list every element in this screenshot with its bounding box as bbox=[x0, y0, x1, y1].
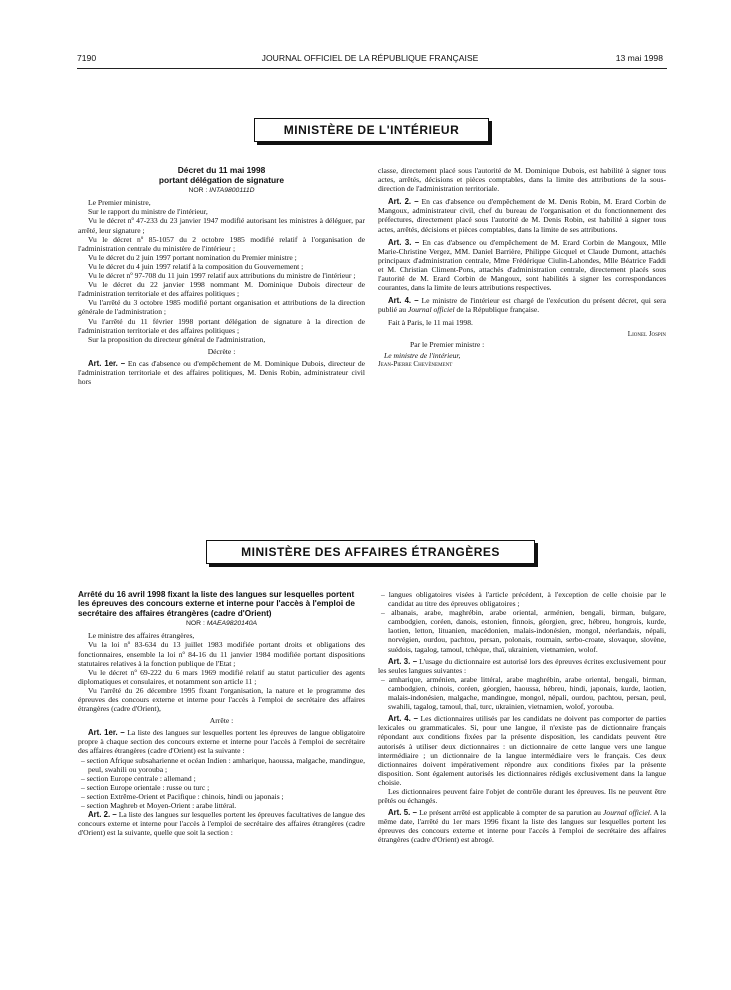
journal-officiel-ref: Journal officiel bbox=[407, 305, 455, 315]
decrete-label: Décrète : bbox=[207, 346, 236, 356]
nor-reference bbox=[78, 186, 365, 195]
ministry-box-interior bbox=[254, 118, 489, 142]
nor-code: MAEA9820140A bbox=[206, 620, 258, 628]
decree-subtitle: portant délégation de signature bbox=[158, 174, 285, 185]
paragraph: Vu la loi nº 83-634 du 13 juillet 1983 modifiée portant droits et obligations des fonctionnaires, ensemble la loi nº 84-16 du 11 janvier 1984 modifiée portant dispositions statutaires relatives à la fonction publique de l'Etat ; bbox=[78, 640, 365, 668]
paragraph: Sur la proposition du directeur général de l'administration, bbox=[88, 334, 266, 344]
arrete-label: Arrête : bbox=[209, 716, 234, 726]
article-label: Art. 4. – bbox=[388, 714, 418, 724]
article-text: Le présent arrêté est applicable à compter de sa parution au bbox=[419, 808, 601, 818]
list-item: – section Europe orientale : russe ou turc ; bbox=[81, 782, 210, 792]
paragraph: Vu le décret nº 85-1057 du 2 octobre 1985 modifié relatif à l'organisation de l'administration centrale du ministère de l'intérieur ; bbox=[78, 234, 365, 253]
list-item: – section Extrême-Orient et Pacifique : chinois, hindi ou japonais ; bbox=[81, 791, 284, 801]
decree-left-column bbox=[78, 166, 365, 386]
ministry-title: MINISTÈRE DE L'INTÉRIEUR bbox=[283, 123, 460, 137]
article-text: En cas d'absence ou d'empêchement de M. Erard Corbin de Mangoux, Mlle Marie-Christine Vergez, MM. Daniel Barrière, Philippe Gicquel et Claude Dumont, attachés principaux d'administration centrale, Mme Frédérique Ciulin-Lahondes, Mlle Béatrice Faddi et M. Christian Climent-Pons, attachés d'administration centrale, directement placés sous l'autorité de M. Erard Corbin de Mangoux, sont habilités à signer les correspondances courantes, dans la limite de leurs attributions respectives. bbox=[378, 237, 666, 293]
article-label: Art. 2. – bbox=[388, 197, 419, 207]
nor-label: NOR : bbox=[188, 187, 208, 195]
article-2 bbox=[378, 197, 666, 233]
article-label: Art. 1er. – bbox=[88, 728, 125, 738]
paragraph: Sur le rapport du ministre de l'intérieur, bbox=[88, 207, 208, 217]
nor-reference bbox=[78, 619, 365, 628]
paragraph: classe, directement placé sous l'autorité de M. Dominique Dubois, est habilité à signer tous actes, arrêtés, décisions et pièces comptables, dans la limite des attributions de la sous-direction de l'administration territoriale. bbox=[378, 166, 666, 194]
header-rule bbox=[77, 68, 667, 69]
paragraph: Vu le décret du 2 juin 1997 portant nomination du Premier ministre ; bbox=[88, 252, 297, 262]
ministry-box-foreign-affairs bbox=[206, 540, 535, 564]
article-2 bbox=[78, 810, 365, 837]
article-text: . A la même date, l'arrêté du 1er mars 1996 fixant la liste des langues sur lesquelles portent les épreuves des concours externe et interne pour l'accès à l'emploi de secrétaire des affaires étrangères (cadre d'Orient) est abrogé. bbox=[378, 808, 667, 845]
le-ministre-label: Le ministre de l'intérieur, bbox=[384, 350, 461, 360]
article-5 bbox=[378, 808, 666, 844]
paragraph: Le Premier ministre, bbox=[88, 198, 151, 208]
journal-title: JOURNAL OFFICIEL DE LA RÉPUBLIQUE FRANÇAISE bbox=[261, 53, 479, 63]
issue-date: 13 mai 1998 bbox=[615, 53, 663, 63]
page-number: 7190 bbox=[77, 53, 97, 63]
journal-officiel-ref: Journal officiel bbox=[603, 808, 650, 818]
article-label: Art. 5. – bbox=[388, 808, 417, 818]
decree-title: Décret du 11 mai 1998 bbox=[177, 165, 266, 175]
running-header bbox=[77, 53, 663, 67]
article-3 bbox=[378, 238, 666, 293]
par-le-premier-ministre: Par le Premier ministre : bbox=[410, 339, 485, 349]
paragraph: Vu l'arrêté du 11 février 1998 portant délégation de signature à la direction de l'administration territoriale et des affaires politiques ; bbox=[78, 316, 365, 335]
decree-right-column bbox=[378, 166, 666, 369]
nor-code: INTA9800111D bbox=[209, 187, 255, 195]
article-text: En cas d'absence ou d'empêchement de M. Dominique Dubois, directeur de l'administration territoriale et des affaires politiques, M. Denis Robin, administrateur civil hors bbox=[78, 358, 365, 387]
paragraph: Vu le décret nº 47-233 du 23 janvier 1947 modifié autorisant les ministres à déléguer, par arrêté, leur signature ; bbox=[78, 216, 365, 235]
article-label: Art. 3. – bbox=[388, 237, 420, 247]
paragraph: Vu l'arrêté du 3 octobre 1985 modifié portant organisation et attributions de la direction générale de l'administration ; bbox=[78, 298, 365, 317]
article-1 bbox=[78, 728, 365, 755]
paragraph: Vu le décret du 4 juin 1997 relatif à la composition du Gouvernement ; bbox=[88, 261, 304, 271]
list-item: – section Afrique subsaharienne et océan Indien : amharique, haoussa, malgache, mandingue, peul, swahili ou yorouba ; bbox=[81, 755, 365, 774]
article-label: Art. 4. – bbox=[388, 296, 419, 306]
article-label: Art. 2. – bbox=[88, 810, 117, 820]
arrete-right-column bbox=[378, 590, 666, 845]
article-4 bbox=[378, 714, 666, 787]
article-text: de la République française. bbox=[456, 305, 540, 315]
article-text: Les dictionnaires utilisés par les candidats ne doivent pas comporter de parties lexicales ou grammaticales. Si, pour une langue, il n'existe pas de dictionnaire français répondant aux conditions fixées par la présente disposition, les candidats peuvent être autorisés à utiliser deux dictionnaires : un dictionnaire de cette langue vers une langue intermédiaire ; un dictionnaire de la langue intermédiaire vers le français. Ces deux dictionnaires doivent impérativement répondre aux conditions fixées par la présente disposition. Sont également autorisés les dictionnaires rédigés exclusivement dans la langue choisie. bbox=[378, 714, 666, 787]
paragraph: Vu le décret nº 97-708 du 11 juin 1997 relatif aux attributions du ministre de l'intérieur ; bbox=[88, 271, 356, 281]
signature-minister: Jean-Pierre Chevènement bbox=[378, 359, 453, 368]
list-item: – section Maghreb et Moyen-Orient : arabe littéral. bbox=[81, 801, 237, 810]
article-3 bbox=[378, 657, 666, 675]
article-label: Art. 3. – bbox=[388, 656, 418, 666]
arrete-left-column bbox=[78, 590, 365, 837]
arrete-title: Arrêté du 16 avril 1998 fixant la liste des langues sur lesquelles portent les épreuves des concours externe et interne pour l'accès à l'emploi de secrétaire des affaires étrangères (cadre d'Orient) bbox=[78, 590, 355, 618]
nor-label: NOR : bbox=[185, 620, 205, 628]
list-item: – albanais, arabe, maghrébin, arabe oriental, arménien, bengali, birman, bulgare, cambodgien, coréen, danois, estonien, finnois, géorgien, grec, hébreu, hongrois, kurde, laotien, letton, lituanien, macédonien, malais-indonésien, mongol, néerlandais, népali, norvégien, ourdou, pachtou, persan, polonais, roumain, serbo-croate, slovaque, slovène, suédois, tagalog, tamoul, tchèque, thaï, ukrainien, vietnamien, wolof. bbox=[381, 608, 666, 654]
paragraph: Les dictionnaires peuvent faire l'objet de contrôle durant les épreuves. Ils ne peuvent être prêtés ou échangés. bbox=[378, 786, 666, 806]
list-item: – amharique, arménien, arabe littéral, arabe maghrébin, arabe oriental, bengali, birman, cambodgien, chinois, coréen, géorgien, haoussa, hébreu, hindi, japonais, kurde, laotien, malais-indonésien, malgache, mandingue, mongol, népali, ourdou, pachtou, persan, peul, swahili, tagalog, tamoul, thaï, turc, ukrainien, vietnamien, wolof, yorouba. bbox=[381, 674, 666, 712]
article-1 bbox=[78, 359, 365, 386]
paragraph: Vu le décret nº 69-222 du 6 mars 1969 modifié relatif au statut particulier des agents diplomatiques et consulaires, et notamment son article 11 ; bbox=[78, 667, 365, 686]
list-item: – langues obligatoires visées à l'article précédent, à l'exception de celle choisie par le candidat au titre des épreuves obligatoires ; bbox=[381, 590, 666, 609]
signature-prime-minister: Lionel Jospin bbox=[627, 329, 666, 338]
paragraph: Vu l'arrêté du 26 décembre 1995 fixant l'organisation, la nature et le programme des épreuves des concours externe et interne pour l'accès à l'emploi de secrétaire des affaires étrangères (cadre d'Orient), bbox=[78, 685, 365, 714]
paragraph: Vu le décret du 22 janvier 1998 nommant M. Dominique Dubois directeur de l'administration territoriale et des affaires politiques ; bbox=[78, 280, 365, 299]
article-label: Art. 1er. – bbox=[88, 358, 126, 368]
article-text: L'usage du dictionnaire est autorisé lors des épreuves écrites exclusivement pour les seules langues suivantes : bbox=[378, 656, 666, 675]
fait-a-paris: Fait à Paris, le 11 mai 1998. bbox=[388, 318, 473, 328]
paragraph: Le ministre des affaires étrangères, bbox=[88, 631, 195, 641]
article-text: La liste des langues sur lesquelles portent les épreuves de langue obligatoire propre à chaque section des concours externe et interne pour l'accès à l'emploi de secrétaire des affaires étrangères (cadre d'Orient) est la suivante : bbox=[78, 728, 366, 756]
article-4 bbox=[378, 296, 666, 314]
ministry-title: MINISTÈRE DES AFFAIRES ÉTRANGÈRES bbox=[241, 545, 500, 559]
article-text: Le ministre de l'intérieur est chargé de l'exécution du présent décret, qui sera publié au bbox=[378, 296, 666, 315]
article-text: La liste des langues sur lesquelles portent les épreuves facultatives de langue des concours externe et interne pour l'accès à l'emploi de secrétaire des affaires étrangères (cadre d'Orient) est la suivante, quelle que soit la section : bbox=[78, 810, 365, 838]
list-item: – section Europe centrale : allemand ; bbox=[81, 773, 196, 783]
article-text: En cas d'absence ou d'empêchement de M. Denis Robin, M. Erard Corbin de Mangoux, administrateur civil, chef du bureau de l'organisation et du fonctionnement des préfectures, directement placé sous l'autorité de M. Denis Robin, est habilité à signer tous actes, arrêtés, décisions et pièces comptables, dans la limite de ses attributions. bbox=[378, 197, 666, 234]
